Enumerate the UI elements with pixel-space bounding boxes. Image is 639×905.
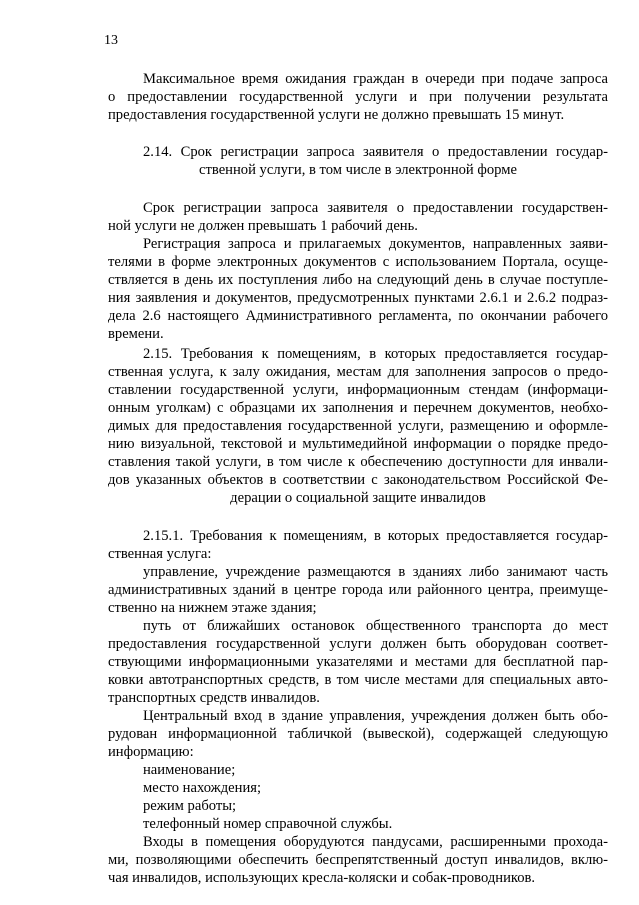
text-line: ния заявления и документов, предусмотренных пунктами 2.6.1 и 2.6.2 подраз-: [108, 290, 608, 306]
text-line: чая инвалидов, использующих кресла-коляски и собак-проводников.: [108, 870, 536, 886]
section-heading: 2.15. Требования к помещениям, в которых предоставляется государ-: [143, 346, 608, 362]
text-line: ственная услуга:: [108, 546, 212, 562]
text-line: ной услуги не должен превышать 1 рабочий день.: [108, 218, 418, 234]
text-line: о предоставлении государственной услуги и при получении результата: [108, 89, 608, 105]
text-line: ствующими информационными указателями и местами для бесплатной пар-: [108, 654, 608, 670]
list-item: место нахождения;: [143, 780, 262, 796]
text-line: транспортных средств инвалидов.: [108, 690, 320, 706]
text-line: Регистрация запроса и прилагаемых документов, направленных заяви-: [143, 236, 608, 252]
list-item: наименование;: [143, 762, 236, 778]
text-line: путь от ближайших остановок общественного транспорта до мест: [143, 618, 608, 634]
page-number: 13: [104, 33, 118, 48]
text-line: ми, позволяющими обеспечить беспрепятственный доступ инвалидов, вклю-: [108, 852, 608, 868]
text-line: Срок регистрации запроса заявителя о предоставлении государствен-: [143, 200, 608, 216]
text-line: времени.: [108, 326, 164, 342]
text-line: административных зданий в центре города или районного центра, преимуще-: [108, 582, 608, 598]
text-line: предоставления государственной услуги не должно превышать 15 минут.: [108, 107, 565, 123]
text-line: Центральный вход в здание управления, учреждения должен быть обо-: [143, 708, 608, 724]
text-line: ственно на нижнем этаже здания;: [108, 600, 317, 616]
text-line: управление, учреждение размещаются в зданиях либо занимают часть: [143, 564, 608, 580]
section-heading: ставлении государственной услуги, информационным стендам (информаци-: [108, 382, 608, 398]
section-heading: 2.14. Срок регистрации запроса заявителя о предоставлении государ-: [143, 144, 608, 160]
text-line: информацию:: [108, 744, 194, 760]
section-heading: нию визуальной, текстовой и мультимедийной информации о порядке предо-: [108, 436, 608, 452]
list-item: режим работы;: [143, 798, 237, 814]
text-line: дела 2.6 настоящего Административного регламента, по окончании рабочего: [108, 308, 608, 324]
text-line: Максимальное время ожидания граждан в очереди при подаче запроса: [143, 71, 608, 87]
section-heading: димых для предоставления государственной услуги, размещению и оформле-: [108, 418, 608, 434]
section-heading: дов указанных объектов в соответствии с законодательством Российской Фе-: [108, 472, 608, 488]
list-item: телефонный номер справочной службы.: [143, 816, 393, 832]
section-heading: ственная услуга, к залу ожидания, местам для заполнения запросов о предо-: [108, 364, 608, 380]
section-heading: онным уголкам) с образцами их заполнения и перечнем документов, необхо-: [108, 400, 608, 416]
section-heading: ставления такой услуги, в том числе к обеспечению доступности для инвали-: [108, 454, 608, 470]
text-line: рудован информационной табличкой (вывеской), содержащей следующую: [108, 726, 608, 742]
text-line: предоставления государственной услуги должен быть оборудован соответ-: [108, 636, 608, 652]
section-heading: ственной услуги, в том числе в электронной форме: [199, 162, 517, 178]
text-line: ковки автотранспортных средств, в том числе местами для специальных авто-: [108, 672, 608, 688]
text-line: 2.15.1. Требования к помещениям, в которых предоставляется государ-: [143, 528, 608, 544]
text-line: ствляется в день их поступления либо на следующий день в случае поступле-: [108, 272, 608, 288]
text-line: Входы в помещения оборудуются пандусами, расширенными прохода-: [143, 834, 608, 850]
section-heading: дерации о социальной защите инвалидов: [230, 490, 486, 506]
text-line: телями в форме электронных документов с использованием Портала, осуще-: [108, 254, 608, 270]
